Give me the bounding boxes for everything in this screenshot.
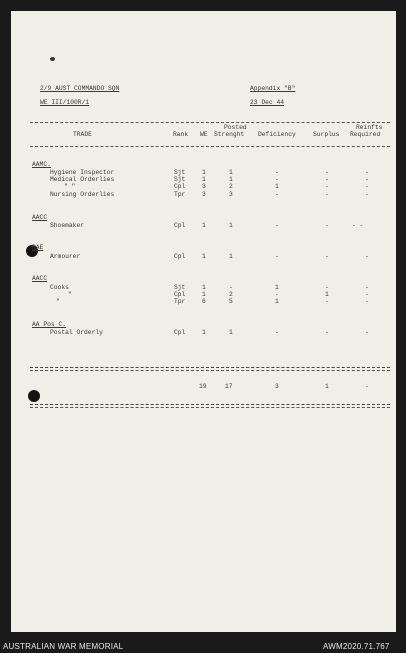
totals-rule-top-2 bbox=[30, 370, 390, 371]
row-surplus: - bbox=[325, 183, 329, 190]
row-trade: Armourer bbox=[50, 253, 81, 260]
row-deficiency: 1 bbox=[275, 183, 279, 190]
col-surplus: Surplus bbox=[313, 131, 340, 138]
row-rank: Sjt bbox=[174, 284, 186, 291]
row-we: 1 bbox=[202, 176, 206, 183]
totals-rule-top bbox=[30, 367, 390, 368]
row-posted: 1 bbox=[229, 253, 233, 260]
row-reinfts: - bbox=[365, 253, 369, 260]
row-trade: Postal Orderly bbox=[50, 329, 103, 336]
totals-rule-bottom-2 bbox=[30, 407, 390, 408]
row-surplus: - bbox=[325, 284, 329, 291]
row-trade: " " bbox=[64, 183, 76, 190]
appendix-label: Appendix "B" bbox=[250, 85, 296, 92]
total-reinfts: - bbox=[365, 383, 369, 390]
row-we: 1 bbox=[202, 253, 206, 260]
row-reinfts: - bbox=[365, 176, 369, 183]
row-deficiency: - bbox=[275, 169, 279, 176]
document-date: 23 Dec 44 bbox=[250, 99, 285, 106]
row-trade: " bbox=[56, 298, 60, 305]
row-reinfts: - bbox=[365, 291, 369, 298]
total-surplus: 1 bbox=[325, 383, 329, 390]
total-we: 19 bbox=[199, 383, 207, 390]
header-rule-top bbox=[30, 122, 390, 123]
col-posted-bottom: Strenght bbox=[214, 131, 245, 138]
row-we: 1 bbox=[202, 291, 206, 298]
section-heading: RAE bbox=[32, 244, 44, 251]
row-trade: Shoemaker bbox=[50, 222, 85, 229]
row-deficiency: - bbox=[275, 291, 279, 298]
row-rank: Cpl bbox=[174, 183, 186, 190]
ink-mark bbox=[50, 57, 55, 61]
row-surplus: 1 bbox=[325, 291, 329, 298]
row-reinfts: - bbox=[365, 329, 369, 336]
header-rule-bottom bbox=[30, 146, 390, 147]
row-rank: Cpl bbox=[174, 291, 186, 298]
row-trade: Hygiene Inspector bbox=[50, 169, 115, 176]
row-surplus: - bbox=[325, 191, 329, 198]
row-surplus: - bbox=[325, 329, 329, 336]
row-deficiency: - bbox=[275, 329, 279, 336]
row-we: 6 bbox=[202, 298, 206, 305]
reference-number: WE III/100R/1 bbox=[40, 99, 90, 106]
section-heading: AACC bbox=[32, 275, 48, 282]
row-deficiency: - bbox=[275, 191, 279, 198]
row-posted: 3 bbox=[229, 191, 233, 198]
row-reinfts: - bbox=[365, 169, 369, 176]
row-posted: 1 bbox=[229, 329, 233, 336]
col-rank: Rank bbox=[173, 131, 189, 138]
row-rank: Cpl bbox=[174, 329, 186, 336]
row-we: 1 bbox=[202, 284, 206, 291]
row-posted: - bbox=[229, 284, 233, 291]
row-we: 1 bbox=[202, 222, 206, 229]
row-reinfts: - - bbox=[352, 222, 364, 229]
col-reinfts-bottom: Required bbox=[350, 131, 381, 138]
col-trade: TRADE bbox=[73, 131, 92, 138]
row-rank: Sjt bbox=[174, 176, 186, 183]
row-posted: 1 bbox=[229, 222, 233, 229]
col-posted-top: Posted bbox=[224, 124, 247, 131]
footer-accession-number: AWM2020.71.767 bbox=[323, 642, 390, 651]
col-reinfts-top: Reinfts bbox=[356, 124, 383, 131]
row-surplus: - bbox=[325, 253, 329, 260]
row-reinfts: - bbox=[365, 183, 369, 190]
row-trade: Medical Orderlies bbox=[50, 176, 115, 183]
row-deficiency: 1 bbox=[275, 298, 279, 305]
footer-institution: AUSTRALIAN WAR MEMORIAL bbox=[3, 642, 124, 651]
row-we: 1 bbox=[202, 169, 206, 176]
row-posted: 1 bbox=[229, 169, 233, 176]
row-posted: 2 bbox=[229, 183, 233, 190]
row-trade: Nursing Orderlies bbox=[50, 191, 115, 198]
row-deficiency: - bbox=[275, 222, 279, 229]
row-rank: Sjt bbox=[174, 169, 186, 176]
row-rank: Cpl bbox=[174, 222, 186, 229]
row-rank: Cpl bbox=[174, 253, 186, 260]
row-surplus: - bbox=[325, 169, 329, 176]
punch-hole bbox=[28, 390, 40, 402]
row-surplus: - bbox=[325, 222, 329, 229]
section-heading: AACC bbox=[32, 214, 48, 221]
row-we: 3 bbox=[202, 191, 206, 198]
row-posted: 2 bbox=[229, 291, 233, 298]
row-we: 1 bbox=[202, 329, 206, 336]
row-trade: " bbox=[68, 291, 72, 298]
row-rank: Tpr bbox=[174, 191, 186, 198]
row-posted: 1 bbox=[229, 176, 233, 183]
row-rank: Tpr bbox=[174, 298, 186, 305]
row-surplus: - bbox=[325, 298, 329, 305]
row-we: 3 bbox=[202, 183, 206, 190]
row-trade: Cooks bbox=[50, 284, 69, 291]
row-reinfts: - bbox=[365, 284, 369, 291]
row-surplus: - bbox=[325, 176, 329, 183]
total-posted: 17 bbox=[225, 383, 233, 390]
col-we: WE bbox=[200, 131, 208, 138]
total-deficiency: 3 bbox=[275, 383, 279, 390]
row-deficiency: - bbox=[275, 253, 279, 260]
totals-rule-bottom bbox=[30, 404, 390, 405]
row-deficiency: 1 bbox=[275, 284, 279, 291]
row-deficiency: - bbox=[275, 176, 279, 183]
unit-name: 2/9 AUST COMMANDO SQN bbox=[40, 85, 120, 92]
row-reinfts: - bbox=[365, 191, 369, 198]
row-reinfts: - bbox=[365, 298, 369, 305]
row-posted: 5 bbox=[229, 298, 233, 305]
section-heading: AA Pos C. bbox=[32, 321, 67, 328]
section-heading: AAMC. bbox=[32, 161, 51, 168]
col-deficiency: Deficiency bbox=[258, 131, 296, 138]
